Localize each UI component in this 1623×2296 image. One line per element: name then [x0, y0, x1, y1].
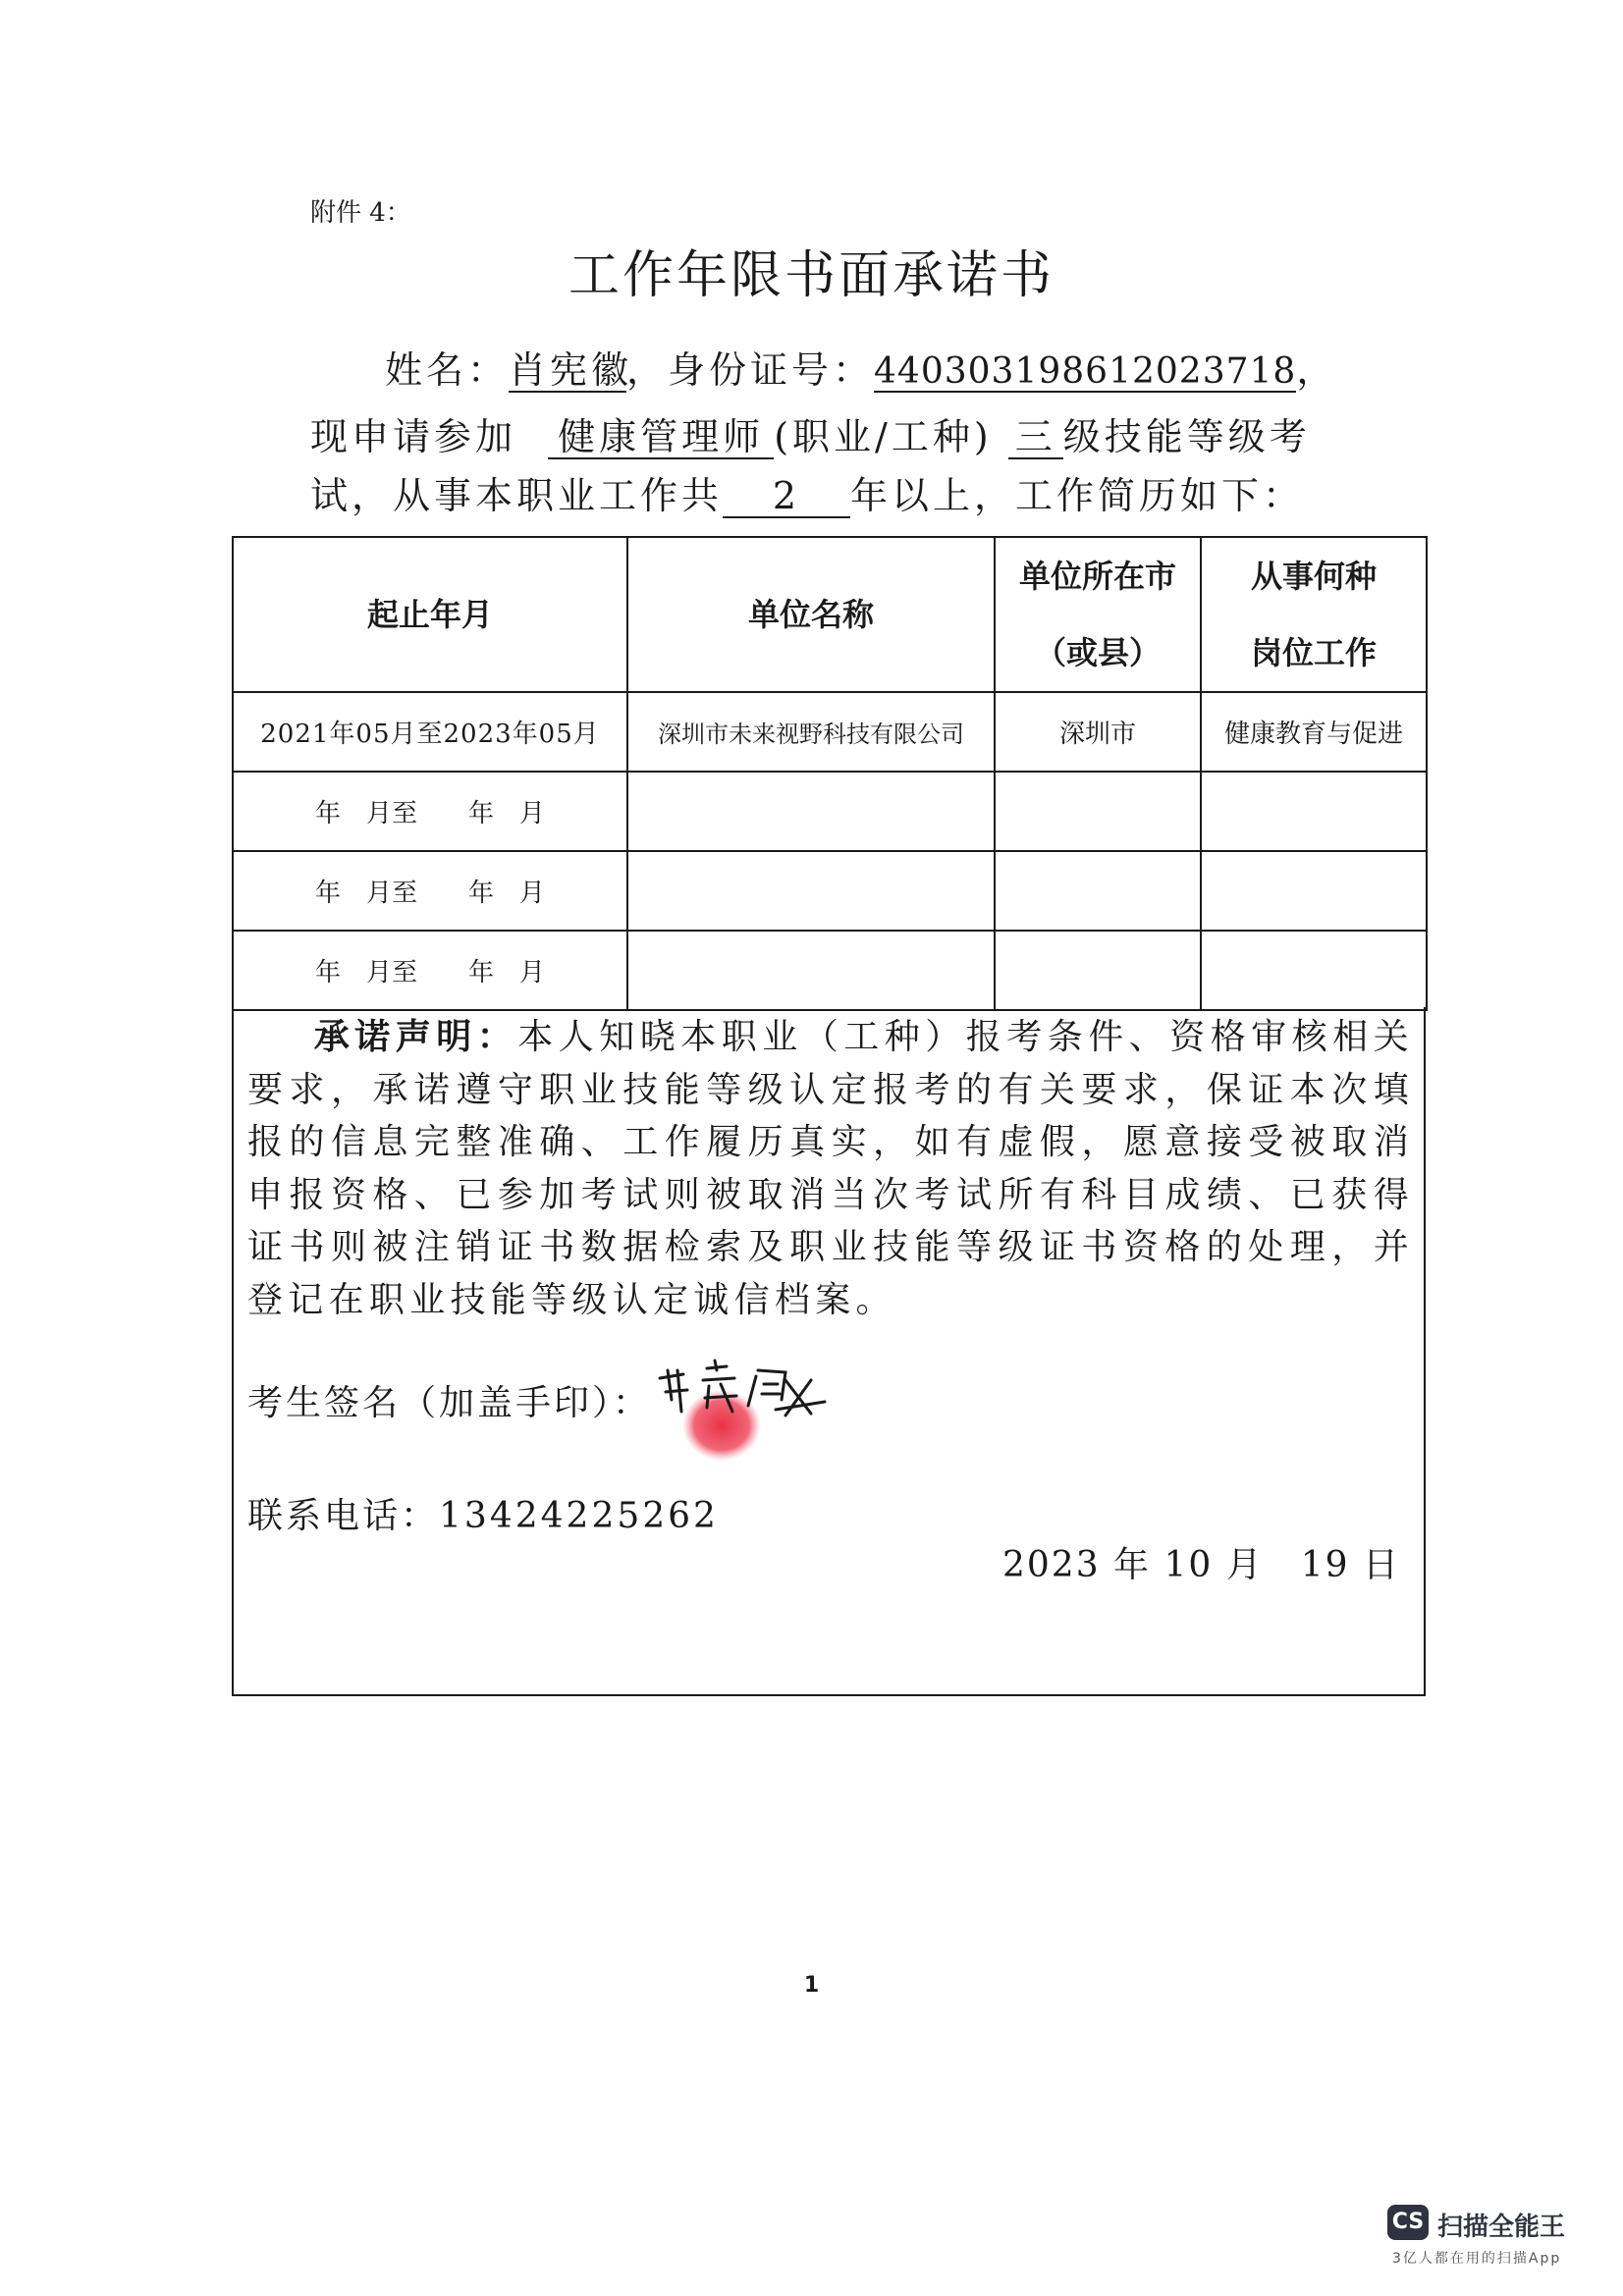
table-row: [233, 692, 1427, 772]
name-value: 肖宪徽: [509, 348, 633, 392]
line3-suffix: 年以上，工作简历如下：: [850, 474, 1305, 517]
row-position: [1201, 851, 1427, 931]
row-city: [995, 931, 1201, 1010]
col-header-company: 单位名称: [627, 537, 995, 692]
row-company: [627, 851, 995, 931]
table-row: [233, 772, 1427, 851]
col-header-city-line1: 单位所在市: [1018, 558, 1176, 595]
level-suffix: 级技能等级考: [1062, 415, 1311, 458]
header-line-1: [385, 340, 1337, 394]
occupation-value: 健康管理师: [548, 418, 774, 459]
signature-label: 考生签名（加盖手印）：: [247, 1383, 652, 1423]
row-company: [627, 931, 995, 1010]
work-history-table: [232, 536, 1428, 1011]
phone-line: [247, 1488, 719, 1538]
document-title: 工作年限书面承诺书: [568, 246, 1055, 305]
row-city: 深圳市: [995, 692, 1201, 772]
years-value: 2: [723, 477, 850, 518]
attachment-label: 附件 4：: [310, 198, 411, 228]
line3-prefix: 试，从事本职业工作共: [310, 474, 724, 517]
pledge-section: [232, 1007, 1426, 1696]
pledge-heading: 承诺声明：: [313, 1016, 518, 1057]
name-label: 姓名：: [385, 348, 510, 392]
apply-prefix: 现申请参加: [310, 415, 517, 458]
occupation-suffix: (职业/工种): [774, 415, 993, 458]
col-header-position-line1: 从事何种: [1250, 558, 1377, 595]
page-number: 1: [803, 1973, 820, 1998]
pledge-body: 本人知晓本职业（工种）报考条件、资格审核相关要求，承诺遵守职业技能等级认定报考的有关要求，保证本次填报的信息完整准确、工作履历真实，如有虚假，愿意接受被取消申报资格、已参加考试则被取消当次考试所有科目成绩、已获得证书则被注销证书数据检索及职业技能等级证书资格的处理，并登记在职业技能等级认定诚信档案。: [247, 1017, 1414, 1320]
id-suffix: ，: [1296, 348, 1338, 392]
row-company: [627, 772, 995, 851]
header-line-3: [310, 465, 1304, 519]
col-header-period: 起止年月: [233, 537, 627, 692]
header-line-2: [310, 406, 1311, 460]
row-period: 年 月至 年 月: [233, 931, 627, 1010]
row-position: 健康教育与促进: [1201, 692, 1427, 772]
col-header-position-line2: 岗位工作: [1250, 634, 1377, 671]
scanner-app-name: 扫描全能王: [1437, 2213, 1566, 2242]
phone-label: 联系电话：: [247, 1496, 440, 1536]
id-label: ，身份证号：: [626, 348, 875, 392]
col-header-position: [1201, 537, 1427, 692]
camscanner-logo-icon: CS: [1387, 2205, 1429, 2240]
table-row: [233, 851, 1427, 931]
row-city: [995, 772, 1201, 851]
sign-date: 2023 年 10 月 19 日: [1001, 1545, 1400, 1585]
row-position: [1201, 772, 1427, 851]
table-row: [233, 931, 1427, 1010]
row-period: 年 月至 年 月: [233, 851, 627, 931]
row-city: [995, 851, 1201, 931]
phone-value: 13424225262: [439, 1496, 719, 1536]
row-period: 年 月至 年 月: [233, 772, 627, 851]
pledge-statement: [247, 1011, 1414, 1326]
row-position: [1201, 931, 1427, 1010]
fingerprint-and-signature: [638, 1341, 835, 1478]
level-value: 三: [1008, 418, 1063, 459]
scanner-app-slogan: 3亿人都在用的扫描App: [1392, 2251, 1562, 2267]
col-header-city-line2: （或县）: [1034, 634, 1161, 671]
row-period: 2021年05月至2023年05月: [233, 692, 627, 772]
row-company: 深圳市未来视野科技有限公司: [627, 692, 995, 772]
table-header-row: [233, 537, 1427, 692]
col-header-city: [995, 537, 1201, 692]
id-number-value: 440303198612023718: [874, 351, 1297, 392]
